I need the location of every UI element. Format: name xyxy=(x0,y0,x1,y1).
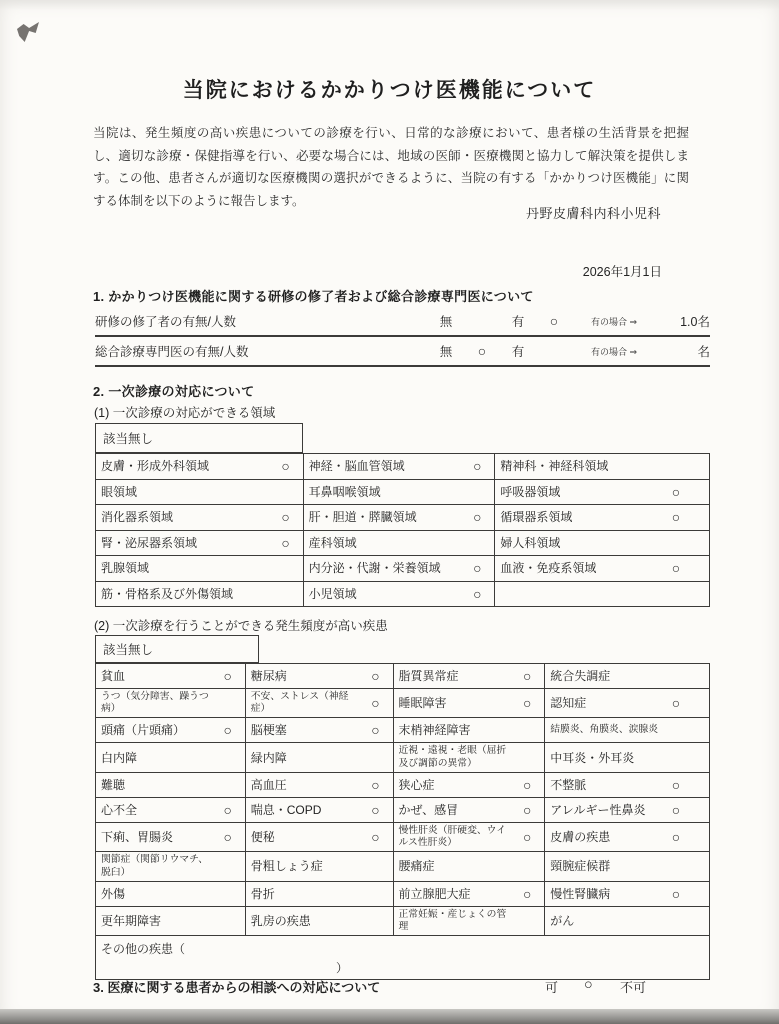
item-cell xyxy=(495,531,710,557)
item-cell xyxy=(96,743,246,772)
count-value: 1.0名 xyxy=(680,315,710,329)
item-cell xyxy=(394,798,546,823)
areas-subheading: (1) 一次診療の対応ができる領域 xyxy=(94,406,276,420)
circle-mark: ○ xyxy=(584,977,593,993)
table-row xyxy=(96,582,710,608)
item-label: アレルギー性鼻炎 xyxy=(550,802,646,817)
scan-edge-bar xyxy=(0,1009,779,1024)
table-row xyxy=(96,852,710,881)
option-yes: 有 xyxy=(511,345,525,359)
option-yes: 有 xyxy=(511,315,525,329)
table-row xyxy=(96,773,710,798)
item-cell xyxy=(545,689,710,718)
item-label: 貧血 xyxy=(101,668,126,683)
circle-mark: ○ xyxy=(281,534,290,551)
circle-mark: ○ xyxy=(671,509,681,526)
item-cell xyxy=(96,505,304,531)
item-cell xyxy=(96,907,246,936)
item-cell xyxy=(495,582,710,608)
item-label: 脂質異常症 xyxy=(398,668,459,683)
circle-mark: ○ xyxy=(223,722,232,739)
item-label: 骨折 xyxy=(250,886,275,901)
item-label: 糖尿病 xyxy=(250,668,287,683)
option-no: 無 xyxy=(439,315,453,329)
item-label: 乳房の疾患 xyxy=(250,913,311,928)
circle-mark: ○ xyxy=(523,829,532,846)
circle-mark: ○ xyxy=(281,509,290,526)
item-cell xyxy=(545,823,710,852)
table-row xyxy=(96,936,710,980)
option-ok: 可 xyxy=(545,980,559,995)
option-not-ok: 不可 xyxy=(620,980,647,995)
item-label: 下痢、胃腸炎 xyxy=(101,829,174,844)
item-cell xyxy=(246,718,394,743)
item-cell xyxy=(246,823,394,852)
row-label: 総合診療専門医の有無/人数 xyxy=(95,345,249,359)
item-label: 頭痛（片頭痛） xyxy=(101,723,186,738)
circle-mark: ○ xyxy=(371,829,380,846)
item-cell xyxy=(394,664,546,689)
scan-top-shade xyxy=(0,0,779,10)
circle-mark: ○ xyxy=(371,801,380,818)
table-row xyxy=(96,505,710,531)
circle-mark: ○ xyxy=(223,829,232,846)
diseases-table xyxy=(95,663,710,980)
circle-mark: ○ xyxy=(371,722,380,739)
circle-mark: ○ xyxy=(523,668,532,684)
item-label: 皮膚・形成外科領域 xyxy=(101,459,210,474)
table-row xyxy=(96,823,710,852)
item-label: 不整脈 xyxy=(550,777,587,792)
item-cell xyxy=(394,743,546,772)
item-cell xyxy=(96,582,304,608)
if-yes-label: 有の場合 ⇒ xyxy=(590,346,638,357)
circle-mark: ○ xyxy=(473,585,482,602)
if-yes-label: 有の場合 ⇒ xyxy=(590,316,638,327)
item-cell xyxy=(246,852,394,881)
item-label: 前立腺肥大症 xyxy=(398,886,471,901)
table-row xyxy=(95,337,710,367)
item-cell xyxy=(246,798,394,823)
none-applicable-box: 該当無し xyxy=(95,423,303,453)
item-cell xyxy=(394,773,546,798)
circle-mark: ○ xyxy=(671,695,681,712)
table-row xyxy=(96,907,710,936)
table-row xyxy=(96,531,710,557)
table-row xyxy=(96,743,710,772)
item-cell xyxy=(96,718,246,743)
item-cell xyxy=(304,480,496,506)
item-label: 筋・骨格系及び外傷領域 xyxy=(101,586,234,601)
item-label: 心不全 xyxy=(101,802,138,817)
item-cell xyxy=(96,823,246,852)
item-label: 内分泌・代謝・栄養領域 xyxy=(308,561,441,576)
other-diseases-cell xyxy=(96,936,710,980)
circle-mark: ○ xyxy=(473,560,482,577)
item-label: 耳鼻咽喉領域 xyxy=(308,484,381,499)
item-cell xyxy=(304,454,496,480)
item-cell xyxy=(246,664,394,689)
item-label: かぜ、感冒 xyxy=(398,802,459,817)
item-cell xyxy=(495,556,710,582)
report-date: 2026年1月1日 xyxy=(582,265,662,279)
table-row xyxy=(95,307,710,337)
item-label: 頸腕症候群 xyxy=(550,859,611,874)
table-row xyxy=(96,480,710,506)
item-cell xyxy=(246,773,394,798)
item-label: 乳腺領域 xyxy=(101,561,150,576)
table-row xyxy=(96,718,710,743)
item-label: 中耳炎・外耳炎 xyxy=(550,750,635,765)
item-label: 精神科・神経科領域 xyxy=(500,459,609,474)
item-cell xyxy=(394,907,546,936)
circle-mark: ○ xyxy=(473,509,482,526)
item-label: 緑内障 xyxy=(250,750,287,765)
item-cell xyxy=(394,823,546,852)
item-label: 睡眠障害 xyxy=(398,696,447,711)
clinic-name: 丹野皮膚科内科小児科 xyxy=(525,206,661,221)
item-label: 腎・泌尿器系領域 xyxy=(101,535,198,550)
circle-mark: ○ xyxy=(523,776,532,793)
item-cell xyxy=(394,882,546,907)
item-label: 白内障 xyxy=(101,750,138,765)
item-cell xyxy=(545,852,710,881)
item-cell xyxy=(394,852,546,881)
table-row xyxy=(96,689,710,718)
item-label: 循環器系領域 xyxy=(500,510,573,525)
training-table xyxy=(95,307,710,367)
item-cell xyxy=(495,480,710,506)
circle-mark: ○ xyxy=(523,885,532,902)
areas-table xyxy=(95,453,710,607)
section3-heading: 3. 医療に関する患者からの相談への対応について xyxy=(93,980,381,995)
page-title: 当院におけるかかりつけ医機能について xyxy=(182,79,597,102)
item-label: 末梢神経障害 xyxy=(398,723,471,738)
item-label: 産科領域 xyxy=(308,535,357,550)
ink-mark xyxy=(17,22,39,42)
section1-heading: 1. かかりつけ医機能に関する研修の修了者および総合診療専門医について xyxy=(93,289,534,304)
table-row xyxy=(96,664,710,689)
item-label: 統合失調症 xyxy=(550,668,611,683)
circle-mark: ○ xyxy=(671,801,681,818)
item-cell xyxy=(246,907,394,936)
circle-mark: ○ xyxy=(523,695,532,712)
item-cell xyxy=(304,531,496,557)
circle-mark: ○ xyxy=(671,776,681,793)
item-label: 骨粗しょう症 xyxy=(250,859,323,874)
item-cell xyxy=(96,773,246,798)
item-cell xyxy=(96,664,246,689)
table-row xyxy=(96,556,710,582)
item-label: 肝・胆道・膵臓領域 xyxy=(308,510,417,525)
item-cell xyxy=(96,480,304,506)
item-cell xyxy=(96,852,246,881)
item-label: 正常妊娠・産じょくの管理 xyxy=(398,908,507,933)
item-label: 難聴 xyxy=(101,777,126,792)
circle-mark: ○ xyxy=(223,668,232,684)
item-label: 血液・免疫系領域 xyxy=(500,561,597,576)
item-cell xyxy=(394,718,546,743)
table-row xyxy=(96,454,710,480)
item-cell xyxy=(545,907,710,936)
item-cell xyxy=(545,718,710,743)
item-label: 狭心症 xyxy=(398,777,435,792)
item-cell xyxy=(246,689,394,718)
circle-mark: ○ xyxy=(523,801,532,818)
circle-mark: ○ xyxy=(223,801,232,818)
count-value: 名 xyxy=(697,345,710,359)
item-cell xyxy=(96,454,304,480)
table-row xyxy=(96,798,710,823)
row-label: 研修の修了者の有無/人数 xyxy=(95,315,236,329)
table-row xyxy=(96,882,710,907)
none-applicable-box: 該当無し xyxy=(95,635,259,663)
section2-heading: 2. 一次診療の対応について xyxy=(93,384,255,399)
circle-mark: ○ xyxy=(671,885,681,902)
item-label: 結膜炎、角膜炎、涙腺炎 xyxy=(550,724,659,736)
item-cell xyxy=(96,882,246,907)
item-label: 呼吸器領域 xyxy=(500,484,561,499)
item-cell xyxy=(545,798,710,823)
circle-mark: ○ xyxy=(477,343,487,359)
item-label: うつ（気分障害、躁うつ病） xyxy=(101,691,209,715)
circle-mark: ○ xyxy=(671,483,681,500)
item-cell xyxy=(246,882,394,907)
item-label: 腰痛症 xyxy=(398,859,435,874)
item-label: 慢性腎臓病 xyxy=(550,886,611,901)
close-paren: ） xyxy=(336,961,349,976)
item-cell xyxy=(96,798,246,823)
item-label: 脳梗塞 xyxy=(250,723,287,738)
item-label: 関節症（関節リウマチ、脱臼） xyxy=(101,854,209,878)
item-label: 小児領域 xyxy=(308,586,357,601)
item-cell xyxy=(495,454,710,480)
option-no: 無 xyxy=(439,345,453,359)
circle-mark: ○ xyxy=(671,829,681,846)
item-label: 不安、ストレス（神経症） xyxy=(250,691,349,715)
circle-mark: ○ xyxy=(371,695,380,712)
circle-mark: ○ xyxy=(671,560,681,577)
item-label: がん xyxy=(550,913,575,928)
circle-mark: ○ xyxy=(371,776,380,793)
item-label: 外傷 xyxy=(101,886,126,901)
item-label: 喘息・COPD xyxy=(250,802,322,817)
item-label: 認知症 xyxy=(550,696,587,711)
intro-paragraph: 当院は、発生頻度の高い疾患についての診療を行い、日常的な診療において、患者様の生活背景を把握し、適切な診療・保健指導を行い、必要な場合には、地域の医師・医療機関と協力して解決策を提供します。この他、患者さんが適切な医療機関の選択ができるように、当院の有する「かかりつけ医機能」に関する体制を以下のように報告します。 xyxy=(93,126,689,208)
item-label: 眼領域 xyxy=(101,484,138,499)
item-cell xyxy=(545,882,710,907)
item-label: 婦人科領域 xyxy=(500,535,561,550)
circle-mark: ○ xyxy=(473,458,482,475)
item-cell xyxy=(545,664,710,689)
item-label: 高血圧 xyxy=(250,777,287,792)
item-cell xyxy=(304,505,496,531)
circle-mark: ○ xyxy=(281,458,290,475)
diseases-subheading: (2) 一次診療を行うことができる発生頻度が高い疾患 xyxy=(94,619,388,633)
item-cell xyxy=(304,556,496,582)
item-cell xyxy=(246,743,394,772)
item-cell xyxy=(495,505,710,531)
item-cell xyxy=(96,531,304,557)
item-cell xyxy=(545,743,710,772)
circle-mark: ○ xyxy=(371,668,380,684)
item-label: 更年期障害 xyxy=(101,913,162,928)
item-cell xyxy=(96,556,304,582)
item-cell xyxy=(96,689,246,718)
item-label: 皮膚の疾患 xyxy=(550,829,611,844)
item-cell xyxy=(394,689,546,718)
item-label: その他の疾患（ xyxy=(101,942,186,957)
item-cell xyxy=(304,582,496,608)
item-label: 神経・脳血管領域 xyxy=(308,459,405,474)
circle-mark: ○ xyxy=(549,313,559,329)
item-label: 近視・遠視・老眼（屈折及び調節の異常） xyxy=(398,745,507,769)
item-label: 消化器系領域 xyxy=(101,510,174,525)
item-cell xyxy=(545,773,710,798)
item-label: 慢性肝炎（肝硬変、ウイルス性肝炎） xyxy=(398,824,506,849)
item-label: 便秘 xyxy=(250,829,275,844)
